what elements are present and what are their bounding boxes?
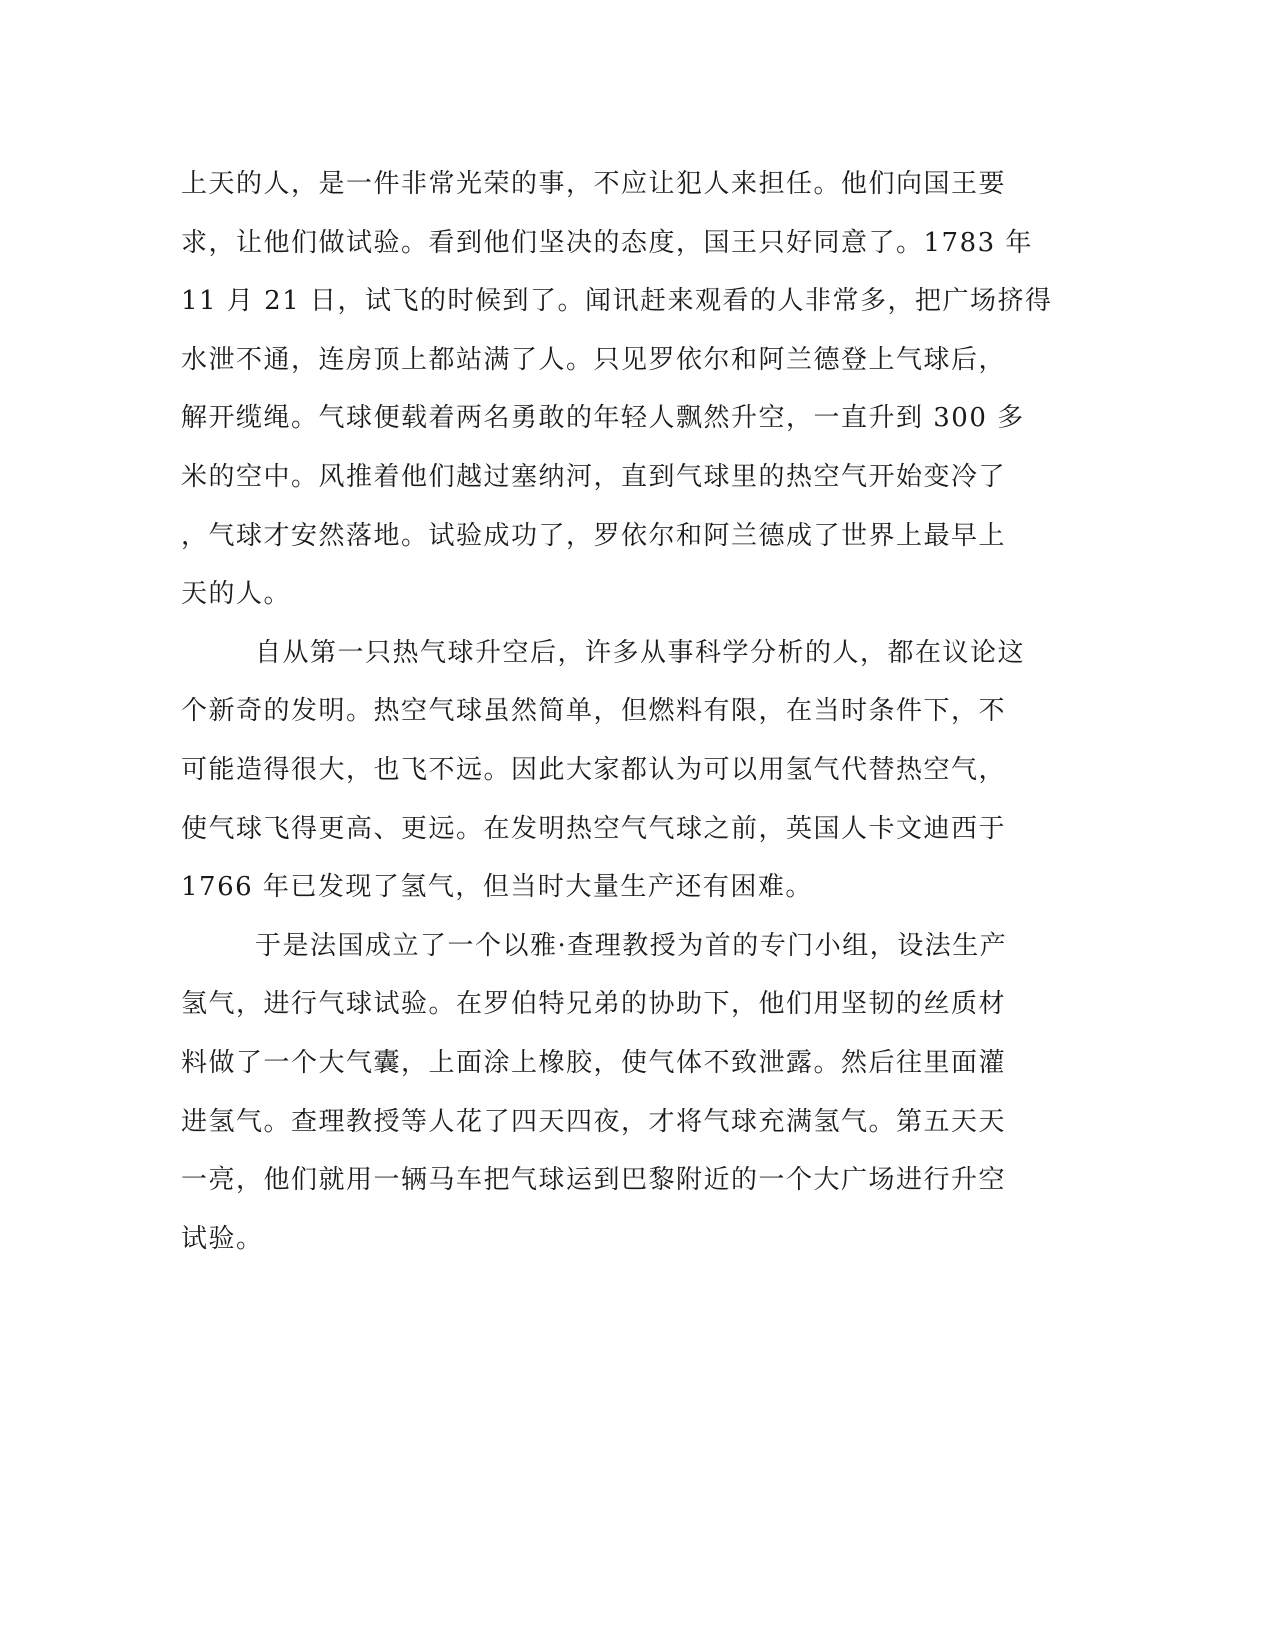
text-line: 一亮，他们就用一辆马车把气球运到巴黎附近的一个大广场进行升空	[181, 1165, 1007, 1196]
text-line: 解开缆绳。气球便载着两名勇敢的年轻人飘然升空，一直升到 300 多	[181, 403, 1025, 434]
text-line: 11 月 21 日，试飞的时候到了。闻讯赶来观看的人非常多，把广场挤得	[181, 286, 1053, 317]
text-line: 试验。	[181, 1223, 264, 1254]
text-line: 水泄不通，连房顶上都站满了人。只见罗依尔和阿兰德登上气球后，	[181, 344, 1007, 375]
paragraph-2	[181, 624, 1041, 917]
text-line: 上天的人，是一件非常光荣的事，不应让犯人来担任。他们向国王要	[181, 169, 1007, 199]
text-line: 使气球飞得更高、更远。在发明热空气气球之前，英国人卡文迪西于	[181, 813, 1007, 844]
text-line: 自从第一只热气球升空后，许多从事科学分析的人，都在议论这	[255, 637, 1026, 668]
text-line: 料做了一个大气囊，上面涂上橡胶，使气体不致泄露。然后往里面灌	[181, 1047, 1007, 1078]
text-line: 求，让他们做试验。看到他们坚决的态度，国王只好同意了。1783 年	[181, 227, 1033, 258]
text-line: 天的人。	[181, 579, 292, 610]
text-line: ，气球才安然落地。试验成功了，罗依尔和阿兰德成了世界上最早上	[181, 520, 1007, 551]
text-line: 米的空中。风推着他们越过塞纳河，直到气球里的热空气开始变冷了	[181, 461, 1007, 492]
paragraph-1	[181, 155, 1053, 624]
text-line: 进氢气。查理教授等人花了四天四夜，才将气球充满氢气。第五天天	[181, 1106, 1007, 1137]
text-line: 个新奇的发明。热空气球虽然简单，但燃料有限，在当时条件下，不	[181, 696, 1007, 727]
text-line: 于是法国成立了一个以雅·查理教授为首的专门小组，设法生产	[255, 930, 1008, 961]
paragraph-3	[181, 917, 1041, 1269]
text-line: 1766 年已发现了氢气，但当时大量生产还有困难。	[181, 872, 813, 903]
text-line: 可能造得很大，也飞不远。因此大家都认为可以用氢气代替热空气，	[181, 754, 1007, 785]
body-text	[181, 155, 1053, 1268]
text-line: 氢气，进行气球试验。在罗伯特兄弟的协助下，他们用坚韧的丝质材	[181, 989, 1007, 1020]
